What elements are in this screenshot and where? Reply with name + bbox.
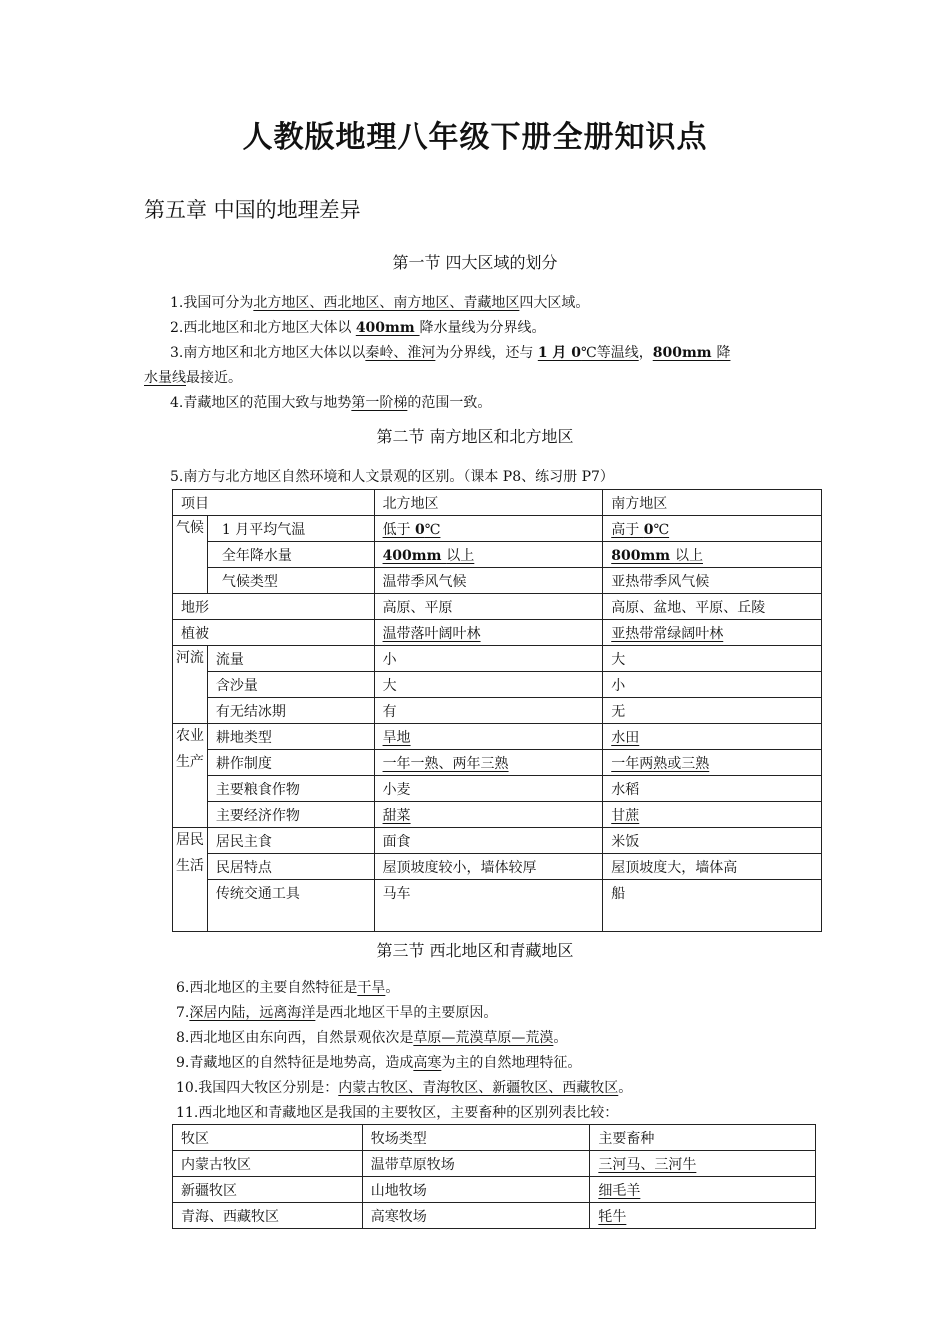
table-row [173,542,822,568]
point-2: 2.西北地区和北方地区大体以 400mm 降水量线为分界线。 [170,320,546,336]
row-label: 居民主食 [207,828,374,854]
south-cell: 甘蔗 [603,802,822,828]
point-10: 10.我国四大牧区分别是：内蒙古牧区、青海牧区、新疆牧区、西藏牧区。 [176,1080,633,1096]
south-cell: 水稻 [603,776,822,802]
north-cell: 温带季风气候 [374,568,603,594]
north-cell: 面食 [374,828,603,854]
row-label: 流量 [207,646,374,672]
row-label: 耕地类型 [207,724,374,750]
table-row [173,802,822,828]
row-label: 地形 [173,594,375,620]
row-label: 有无结冰期 [207,698,374,724]
row-label: 主要粮食作物 [207,776,374,802]
north-cell: 甜菜 [374,802,603,828]
table-row [173,776,822,802]
south-cell: 无 [603,698,822,724]
livestock-cell: 牦牛 [590,1203,816,1229]
table-header-row [173,1125,816,1151]
row-label: 民居特点 [207,854,374,880]
row-label: 气候类型 [207,568,374,594]
group-label-river: 河流 [173,646,208,724]
table-row [173,1151,816,1177]
row-label: 含沙量 [207,672,374,698]
pasture-type-cell: 温带草原牧场 [362,1151,590,1177]
table-row [173,1203,816,1229]
header-cell: 北方地区 [374,490,603,516]
header-cell: 牧区 [173,1125,363,1151]
header-cell: 项目 [173,490,375,516]
south-cell: 米饭 [603,828,822,854]
point-4: 4.青藏地区的范围大致与地势第一阶梯的范围一致。 [170,395,492,411]
chapter-heading: 第五章 中国的地理差异 [144,198,361,222]
north-cell: 大 [374,672,603,698]
pastoral-areas-table [172,1124,816,1229]
north-cell: 屋顶坡度较小，墙体较厚 [374,854,603,880]
north-cell: 有 [374,698,603,724]
point-1: 1.我国可分为北方地区、西北地区、南方地区、青藏地区四大区域。 [170,295,590,311]
north-cell: 小 [374,646,603,672]
table-row [173,698,822,724]
south-cell: 大 [603,646,822,672]
row-label: 1 月平均气温 [207,516,374,542]
section-3-heading: 第三节 西北地区和青藏地区 [376,941,574,960]
table-header-row [173,490,822,516]
area-cell: 新疆牧区 [173,1177,363,1203]
group-label-agriculture: 农业生产 [173,724,208,828]
south-cell: 小 [603,672,822,698]
north-cell: 马车 [374,880,603,932]
row-label: 植被 [173,620,375,646]
pasture-type-cell: 山地牧场 [362,1177,590,1203]
table-row [173,880,822,932]
south-cell: 高于 0℃ [603,516,822,542]
table-row [173,568,822,594]
south-cell: 屋顶坡度大，墙体高 [603,854,822,880]
table-row [173,828,822,854]
pasture-type-cell: 高寒牧场 [362,1203,590,1229]
table-row [173,620,822,646]
point-8: 8.西北地区由东向西，自然景观依次是草原—荒漠草原—荒漠。 [176,1030,568,1046]
row-label: 主要经济作物 [207,802,374,828]
south-north-comparison-table [172,489,822,932]
south-cell: 一年两熟或三熟 [603,750,822,776]
livestock-cell: 细毛羊 [590,1177,816,1203]
section-1-heading: 第一节 四大区域的划分 [392,253,558,272]
north-cell: 小麦 [374,776,603,802]
area-cell: 青海、西藏牧区 [173,1203,363,1229]
south-cell: 800mm 以上 [603,542,822,568]
row-label: 传统交通工具 [207,880,374,932]
north-cell: 高原、平原 [374,594,603,620]
point-11: 11.西北地区和青藏地区是我国的主要牧区，主要畜种的区别列表比较： [176,1105,619,1121]
table-row [173,646,822,672]
group-label-climate: 气候 [173,516,208,594]
table-row [173,750,822,776]
south-cell: 高原、盆地、平原、丘陵 [603,594,822,620]
table-row [173,594,822,620]
group-label-life: 居民生活 [173,828,208,932]
row-label: 全年降水量 [207,542,374,568]
south-cell: 亚热带季风气候 [603,568,822,594]
point-5: 5.南方与北方地区自然环境和人文景观的区别。（课本 P8、练习册 P7） [170,469,614,485]
row-label: 耕作制度 [207,750,374,776]
area-cell: 内蒙古牧区 [173,1151,363,1177]
header-cell: 南方地区 [603,490,822,516]
document-title: 人教版地理八年级下册全册知识点 [242,120,708,155]
north-cell: 一年一熟、两年三熟 [374,750,603,776]
livestock-cell: 三河马、三河牛 [590,1151,816,1177]
section-2-heading: 第二节 南方地区和北方地区 [376,427,574,446]
table-row [173,724,822,750]
table-row [173,516,822,542]
table-row [173,672,822,698]
south-cell: 亚热带常绿阔叶林 [603,620,822,646]
table-row [173,1177,816,1203]
north-cell: 温带落叶阔叶林 [374,620,603,646]
header-cell: 牧场类型 [362,1125,590,1151]
point-3-continued: 水量线最接近。 [144,370,242,386]
point-6: 6.西北地区的主要自然特征是干旱。 [176,980,400,996]
south-cell: 船 [603,880,822,932]
north-cell: 低于 0℃ [374,516,603,542]
point-3: 3.南方地区和北方地区大体以以秦岭、淮河为分界线，还与 1 月 0℃等温线，800mm 降 [170,345,731,361]
header-cell: 主要畜种 [590,1125,816,1151]
north-cell: 旱地 [374,724,603,750]
table-row [173,854,822,880]
point-7: 7.深居内陆，远离海洋是西北地区干旱的主要原因。 [176,1005,498,1021]
south-cell: 水田 [603,724,822,750]
north-cell: 400mm 以上 [374,542,603,568]
point-9: 9.青藏地区的自然特征是地势高，造成高寒为主的自然地理特征。 [176,1055,582,1071]
